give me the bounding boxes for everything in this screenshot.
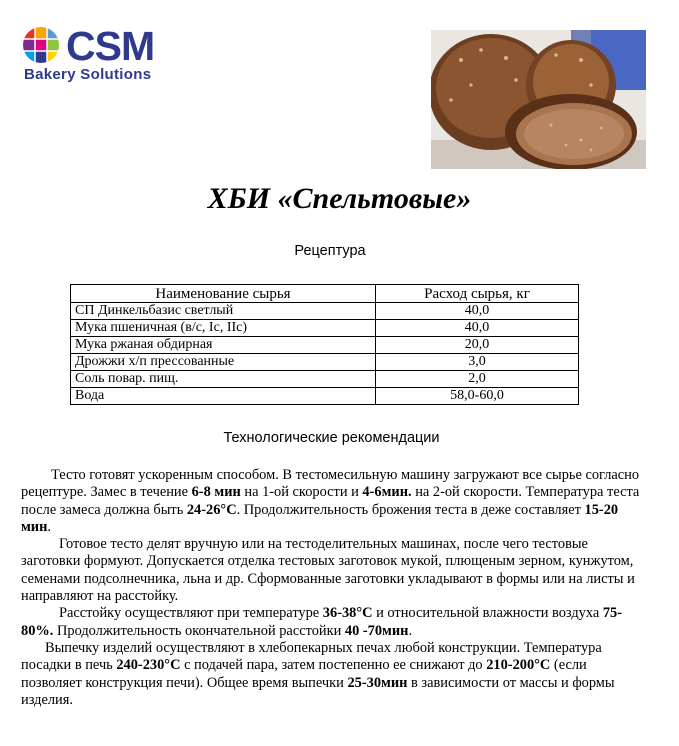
table-row [71,354,579,371]
ingredient-amount: 20,0 [376,337,579,354]
ingredient-amount: 2,0 [376,371,579,388]
recommendations-text [21,467,649,709]
table-row [71,337,579,354]
ingredient-amount: 40,0 [376,320,579,337]
column-header-name: Наименование сырья [71,285,376,303]
logo-brand: CSM [66,23,155,69]
recipe-table [70,284,579,405]
paragraph-kneading: Тесто готовят ускоренным способом. В тестомесильную машину загружают все сырье согласно рецептуре. Замес в течение 6-8 мин на 1-ой скорости и 4-6мин. на 2-ой скорости. Температура теста после замеса должна быть 24-26°С. Продолжительность брожения теста в деже составляет 15-20 мин. [21,467,640,535]
table-row [71,303,579,320]
ingredient-amount: 40,0 [376,303,579,320]
column-header-amount: Расход сырья, кг [376,285,579,303]
table-row [71,320,579,337]
paragraph-shaping: Готовое тесто делят вручную или на тестоделительных машинах, после чего тестовые заготовки формуют. Допускается отделка тестовых заготовок мукой, плющеным зерном, кунжутом, семенами подсолнечника, льна и др. Сформованные заготовки укладывают в формы или на листы и направляют на расстойку. [21,536,635,605]
globe-mosaic-icon [22,26,60,64]
recipe-heading: Рецептура [294,243,366,259]
bread-photo [431,30,646,169]
ingredient-name: Мука ржаная обдирная [71,337,376,354]
page-title: ХБИ «Спельтовые» [207,182,472,215]
ingredient-name: Мука пшеничная (в/с, Iс, IIс) [71,320,376,337]
paragraph-baking: Выпечку изделий осуществляют в хлебопекарных печах любой конструкции. Температура посадки в печь 240-230°С с подачей пара, затем постепенно ее снижают до 210-200°С (если позволяет конструкция печи). Общее время выпечки 25-30мин в зависимости от массы и формы изделия. [21,639,615,708]
table-row [71,388,579,405]
tech-heading: Технологические рекомендации [223,430,440,446]
ingredient-amount: 3,0 [376,354,579,371]
ingredient-name: СП Динкельбазис светлый [71,303,376,320]
ingredient-name: Вода [71,388,376,405]
paragraph-proofing: Расстойку осуществляют при температуре 36-38°С и относительной влажности воздуха 75-80%. Продолжительность окончательной расстойки 40 -70мин. [21,605,623,639]
ingredient-name: Дрожжи х/п прессованные [71,354,376,371]
table-header-row [71,285,579,303]
csm-logo [22,23,192,86]
logo-subtitle: Bakery Solutions [24,66,152,83]
table-row [71,371,579,388]
ingredient-name: Соль повар. пищ. [71,371,376,388]
ingredient-amount: 58,0-60,0 [376,388,579,405]
